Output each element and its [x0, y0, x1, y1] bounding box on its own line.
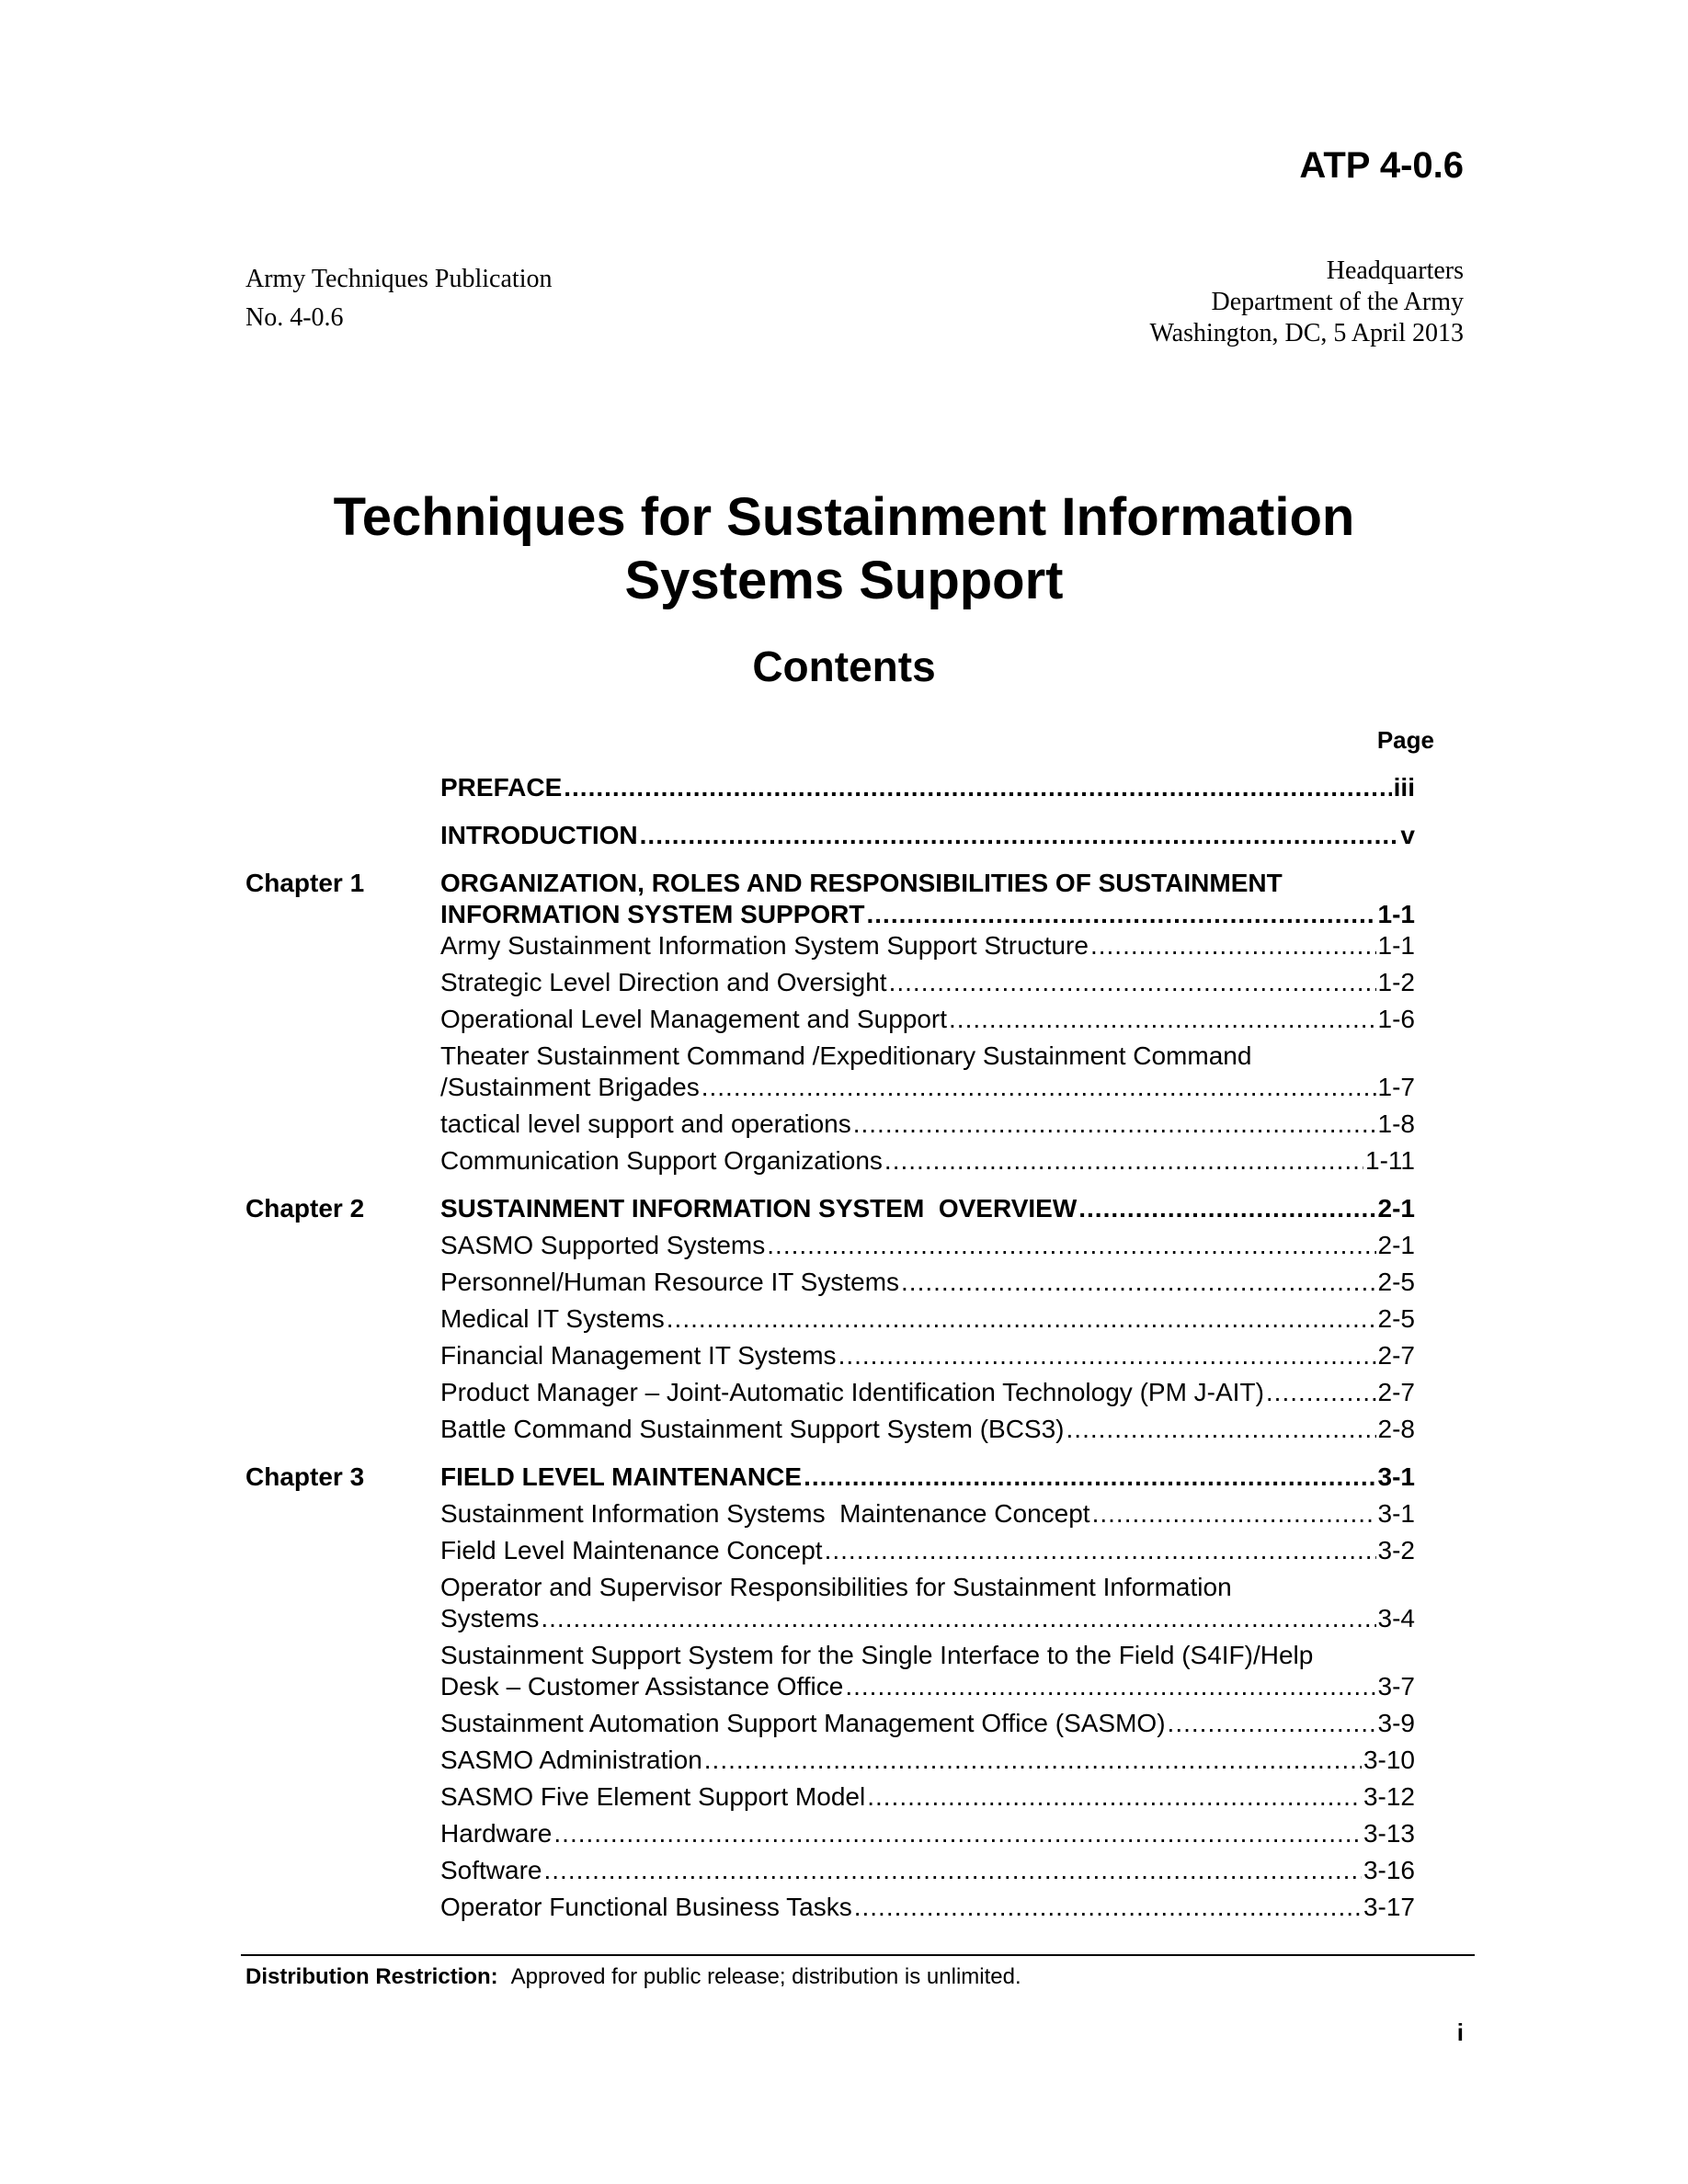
dot-leader — [845, 1671, 1375, 1702]
distribution-text: Approved for public release; distribution is unlimited. — [510, 1964, 1021, 1989]
toc-entry-page: 1-6 — [1377, 1005, 1415, 1033]
document-title — [0, 485, 1688, 612]
toc-entry-page: 2-5 — [1377, 1268, 1415, 1296]
dot-leader — [854, 1892, 1362, 1923]
toc-entry-title: SASMO Administration — [440, 1746, 702, 1774]
toc-entry-page: 2-1 — [1377, 1231, 1415, 1259]
toc-entry-title: Personnel/Human Resource IT Systems — [440, 1268, 900, 1296]
toc-entry[interactable] — [440, 1781, 1415, 1813]
title-line-2: Systems Support — [624, 551, 1064, 610]
toc-entry-title: SUSTAINMENT INFORMATION SYSTEM OVERVIEW — [440, 1194, 1078, 1223]
dot-leader — [704, 1745, 1362, 1776]
toc-entry-title: Battle Command Sustainment Support System (BCS3) — [440, 1415, 1065, 1443]
chapter-label: Chapter 1 — [245, 869, 365, 897]
dot-leader — [867, 899, 1376, 930]
toc-entry-page: 1-11 — [1365, 1146, 1415, 1175]
toc-entry[interactable] — [440, 1572, 1415, 1634]
headquarters-line: Headquarters — [1326, 256, 1464, 285]
toc-entry-page: 2-7 — [1377, 1341, 1415, 1370]
dot-leader — [949, 1004, 1376, 1035]
publication-info — [245, 260, 552, 337]
toc-entry-title: Strategic Level Direction and Oversight — [440, 968, 887, 996]
title-line-1: Techniques for Sustainment Information — [333, 487, 1355, 547]
toc-entry-title: Operator Functional Business Tasks — [440, 1893, 852, 1921]
dot-leader — [1066, 1414, 1376, 1445]
toc-entry-page: 2-8 — [1377, 1415, 1415, 1443]
chapter-label: Chapter 2 — [245, 1194, 365, 1223]
toc-entry[interactable] — [440, 1892, 1415, 1923]
toc-entry[interactable] — [440, 1414, 1415, 1445]
dot-leader — [541, 1603, 1375, 1634]
dot-leader — [1078, 1193, 1375, 1224]
location-date-line: Washington, DC, 5 April 2013 — [1149, 319, 1464, 347]
toc-entry-page: 3-4 — [1377, 1604, 1415, 1632]
toc-heading-line: ORGANIZATION, ROLES AND RESPONSIBILITIES OF SUSTAINMENT — [440, 869, 1283, 897]
headquarters-info — [1149, 256, 1464, 349]
toc-entry-title: Medical IT Systems — [440, 1304, 665, 1333]
toc-entry[interactable] — [440, 1640, 1415, 1702]
toc-entry-title: Hardware — [440, 1819, 553, 1848]
footer-divider — [241, 1954, 1475, 1956]
dot-leader — [825, 1535, 1376, 1566]
toc-entry-page: 3-17 — [1363, 1893, 1415, 1921]
toc-entry[interactable] — [440, 1303, 1415, 1335]
distribution-restriction — [245, 1963, 1021, 1991]
toc-entry-page: 3-16 — [1363, 1856, 1415, 1884]
toc-entry-title: Sustainment Automation Support Management Office (SASMO) — [440, 1709, 1166, 1737]
toc-entry-page: 3-1 — [1377, 1499, 1415, 1528]
toc-entry-title: Sustainment Information Systems Maintenance Concept — [440, 1499, 1090, 1528]
toc-entry-title: Financial Management IT Systems — [440, 1341, 837, 1370]
toc-entry-page: 1-2 — [1377, 968, 1415, 996]
dot-leader — [804, 1462, 1375, 1493]
dot-leader — [1266, 1377, 1376, 1408]
toc-entry[interactable] — [440, 1377, 1415, 1408]
toc-entry[interactable] — [440, 1041, 1415, 1103]
dot-leader — [884, 1145, 1363, 1177]
toc-entry-title: SASMO Supported Systems — [440, 1231, 766, 1259]
toc-entry-page: 3-7 — [1377, 1672, 1415, 1701]
toc-chapter-heading[interactable] — [440, 1462, 1415, 1493]
toc-entry-title-line: Operator and Supervisor Responsibilities for Sustainment Information — [440, 1573, 1232, 1601]
contents-heading: Contents — [752, 643, 936, 690]
dot-leader — [901, 1267, 1376, 1298]
toc-entry[interactable] — [440, 1230, 1415, 1261]
toc-entry-page: 3-13 — [1363, 1819, 1415, 1848]
dot-leader — [564, 772, 1391, 803]
dot-leader — [1090, 930, 1376, 961]
publication-number: No. 4-0.6 — [245, 303, 344, 332]
toc-entry-page: iii — [1393, 773, 1415, 802]
toc-entry-title: tactical level support and operations — [440, 1109, 851, 1138]
dot-leader — [867, 1781, 1362, 1813]
toc-entry-page: 3-12 — [1363, 1782, 1415, 1811]
toc-chapter-heading[interactable] — [440, 868, 1415, 930]
toc-entry-title: Communication Support Organizations — [440, 1146, 883, 1175]
toc-entry-page: 1-1 — [1377, 931, 1415, 960]
toc-entry-page: v — [1400, 821, 1415, 849]
page-column-label: Page — [1376, 726, 1434, 754]
toc-entry-title: /Sustainment Brigades — [440, 1073, 700, 1101]
toc-entry-page: 1-7 — [1377, 1073, 1415, 1101]
dot-leader — [640, 820, 1399, 851]
page-number: i — [1456, 2019, 1464, 2046]
toc-entry-preface[interactable] — [440, 772, 1415, 803]
dot-leader — [767, 1230, 1375, 1261]
dot-leader — [1168, 1708, 1376, 1739]
toc-entry-title: Field Level Maintenance Concept — [440, 1536, 823, 1564]
toc-entry[interactable] — [440, 1708, 1415, 1739]
publication-type: Army Techniques Publication — [245, 265, 553, 293]
toc-entry-introduction[interactable] — [440, 820, 1415, 851]
toc-entry[interactable] — [440, 1855, 1415, 1886]
toc-entry[interactable] — [440, 1109, 1415, 1140]
toc-entry-title: Operational Level Management and Support — [440, 1005, 948, 1033]
toc-entry-title: INTRODUCTION — [440, 821, 638, 849]
toc-entry[interactable] — [440, 1004, 1415, 1035]
toc-entry-title: Systems — [440, 1604, 540, 1632]
toc-entry[interactable] — [440, 1267, 1415, 1298]
toc-entry-title: Desk – Customer Assistance Office — [440, 1672, 844, 1701]
toc-entry-title-line: Sustainment Support System for the Single Interface to the Field (S4IF)/Help — [440, 1641, 1314, 1669]
toc-entry-page: 2-1 — [1377, 1194, 1415, 1223]
toc-entry-page: 2-7 — [1377, 1378, 1415, 1406]
toc-entry-title: SASMO Five Element Support Model — [440, 1782, 866, 1811]
toc-entry-title: PREFACE — [440, 773, 563, 802]
toc-entry-page: 3-2 — [1377, 1536, 1415, 1564]
toc-entry-page: 1-1 — [1377, 900, 1415, 928]
dot-leader — [838, 1340, 1376, 1371]
dot-leader — [889, 967, 1376, 998]
dot-leader — [1092, 1498, 1376, 1530]
toc-entry-page: 2-5 — [1377, 1304, 1415, 1333]
toc-entry-page: 3-1 — [1377, 1462, 1415, 1491]
department-line: Department of the Army — [1211, 288, 1464, 316]
toc-entry[interactable] — [440, 1745, 1415, 1776]
document-code: ATP 4-0.6 — [1299, 145, 1464, 186]
dot-leader — [667, 1303, 1376, 1335]
toc-entry-title: Product Manager – Joint-Automatic Identification Technology (PM J-AIT) — [440, 1378, 1264, 1406]
dot-leader — [553, 1818, 1362, 1849]
toc-entry-page: 3-9 — [1377, 1709, 1415, 1737]
toc-entry-title-line: Theater Sustainment Command /Expeditionary Sustainment Command — [440, 1041, 1252, 1070]
toc-entry-title: Software — [440, 1856, 542, 1884]
toc-entry[interactable] — [440, 1535, 1415, 1566]
toc-entry-page: 1-8 — [1377, 1109, 1415, 1138]
toc-entry-title: FIELD LEVEL MAINTENANCE — [440, 1462, 803, 1491]
toc-entry[interactable] — [440, 1818, 1415, 1849]
toc-entry-title: Army Sustainment Information System Support Structure — [440, 931, 1089, 960]
toc-chapter-heading[interactable] — [440, 1193, 1415, 1224]
toc-entry[interactable] — [440, 930, 1415, 961]
toc-entry[interactable] — [440, 1340, 1415, 1371]
toc-entry[interactable] — [440, 967, 1415, 998]
dot-leader — [853, 1109, 1376, 1140]
dot-leader — [544, 1855, 1362, 1886]
dot-leader — [701, 1072, 1376, 1103]
chapter-label: Chapter 3 — [245, 1462, 365, 1491]
toc-entry-title: INFORMATION SYSTEM SUPPORT — [440, 900, 865, 928]
distribution-label: Distribution Restriction: — [245, 1964, 498, 1989]
toc-entry[interactable] — [440, 1145, 1415, 1177]
toc-entry-page: 3-10 — [1363, 1746, 1415, 1774]
toc-entry[interactable] — [440, 1498, 1415, 1530]
